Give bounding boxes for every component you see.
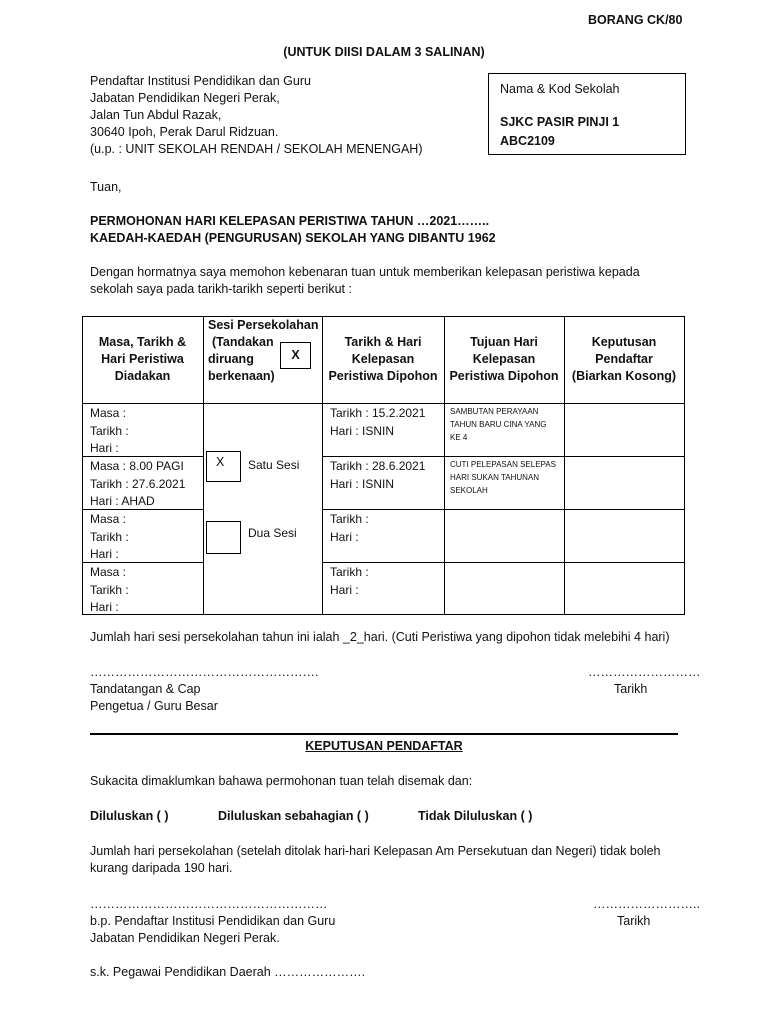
table-row-4-holiday: Tarikh : Hari : [330,565,369,597]
registrar-block [90,913,335,947]
signature-role: Pengetua / Guru Besar [90,699,218,713]
intro-paragraph [90,264,640,298]
table-row-1-event: Masa : Tarikh : Hari : [90,406,129,455]
min-days-line-2: kurang daripada 190 hari. [90,861,233,875]
table-row-1-holiday: Tarikh : 15.2.2021 Hari : ISNIN [330,406,426,438]
table-row-2-holiday: Tarikh : 28.6.2021 Hari : ISNIN [330,459,426,491]
header-session: Sesi Persekolahan (Tandakan diruang berkenaan) [208,318,319,383]
addressee-line: (u.p. : UNIT SEKOLAH RENDAH / SEKOLAH MENENGAH) [90,142,423,156]
single-session-checkbox[interactable] [206,451,241,482]
table-row-2-purpose: CUTI PELEPASAN SELEPAS HARI SUKAN TAHUNAN SEKOLAH [450,460,556,495]
intro-line-1: Dengan hormatnya saya memohon kebenaran tuan untuk memberikan kelepasan peristiwa kepada [90,265,640,279]
addressee-line: Jabatan Pendidikan Negeri Perak, [90,91,280,105]
addressee-block [90,73,422,158]
decision-intro: Sukacita dimaklumkan bahawa permohonan tuan telah disemak dan: [90,774,473,788]
registrar-date-dots: …………………….. [593,897,700,911]
subject-block [90,213,496,247]
table-row-4-event: Masa : Tarikh : Hari : [90,565,129,614]
table-row-3-holiday: Tarikh : Hari : [330,512,369,544]
single-session-label: Satu Sesi [248,458,300,472]
addressee-line: 30640 Ipoh, Perak Darul Ridzuan. [90,125,279,139]
school-info-box [488,73,686,155]
header-registrar-decision: Keputusan Pendaftar (Biarkan Kosong) [571,335,677,383]
header-holiday-date: Tarikh & Hari Kelepasan Peristiwa Dipohon [328,335,438,383]
subject-line-1: PERMOHONAN HARI KELEPASAN PERISTIWA TAHUN …2021…….. [90,214,490,228]
table-row-2-event: Masa : 8.00 PAGI Tarikh : 27.6.2021 Hari : AHAD [90,459,186,508]
greeting: Tuan, [90,180,122,194]
option-not-approved[interactable]: Tidak Diluluskan ( ) [418,809,533,823]
header-mark-box: X [280,342,311,369]
option-partially-approved[interactable]: Diluluskan sebahagian ( ) [218,809,369,823]
signature-date-label: Tarikh [614,682,648,696]
registrar-line-1: b.p. Pendaftar Institusi Pendidikan dan Guru [90,914,336,928]
registrar-date-label: Tarikh [617,914,651,928]
registrar-line-2: Jabatan Pendidikan Negeri Perak. [90,931,280,945]
table-row-1-purpose: SAMBUTAN PERAYAAN TAHUN BARU CINA YANG KE 4 [450,407,547,442]
decision-title: KEPUTUSAN PENDAFTAR [305,739,463,753]
min-days-note [90,843,660,877]
registrar-signature-dots: ………………………………………………… [90,897,328,911]
school-box-label: Nama & Kod Sekolah [500,82,620,96]
min-days-line-1: Jumlah hari persekolahan (setelah ditolak hari-hari Kelepasan Am Persekutuan dan Negeri) tidak boleh [90,844,661,858]
signature-label: Tandatangan & Cap [90,682,201,696]
addressee-line: Pendaftar Institusi Pendidikan dan Guru [90,74,311,88]
signature-dots: ………………………………………………. [90,665,319,679]
cc-line: s.k. Pegawai Pendidikan Daerah …………………. [90,965,366,979]
signature-date-dots: ……………………… [588,665,701,679]
double-session-label: Dua Sesi [248,526,297,540]
total-days-line: Jumlah hari sesi persekolahan tahun ini ialah _2_hari. (Cuti Peristiwa yang dipohon tidak melebihi 4 hari) [90,630,670,644]
copies-note: (UNTUK DIISI DALAM 3 SALINAN) [283,45,485,59]
header-event-time: Masa, Tarikh & Hari Peristiwa Diadakan [98,335,187,383]
single-session-mark: X [216,455,225,469]
header-purpose: Tujuan Hari Kelepasan Peristiwa Dipohon [449,335,559,383]
school-name: SJKC PASIR PINJI 1 [500,115,620,129]
addressee-line: Jalan Tun Abdul Razak, [90,108,222,122]
section-divider [90,733,678,735]
signature-block [90,681,218,715]
school-code: ABC2109 [500,134,555,148]
holiday-application-table [82,316,685,615]
form-code: BORANG CK/80 [588,13,683,27]
option-approved[interactable]: Diluluskan ( ) [90,809,169,823]
table-row-3-event: Masa : Tarikh : Hari : [90,512,129,561]
intro-line-2: sekolah saya pada tarikh-tarikh seperti berikut : [90,282,352,296]
double-session-checkbox[interactable] [206,521,241,554]
subject-line-2: KAEDAH-KAEDAH (PENGURUSAN) SEKOLAH YANG DIBANTU 1962 [90,231,496,245]
